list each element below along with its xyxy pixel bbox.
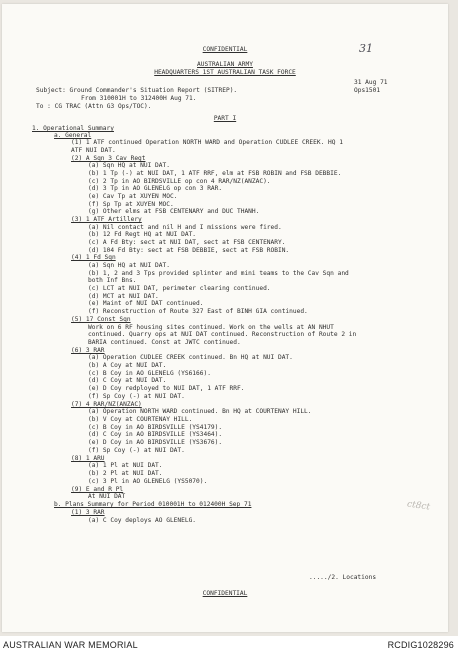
report-line: (5) 17 Const Sqn [71, 316, 131, 323]
archive-id: RCDIG1028296 [387, 640, 454, 650]
report-line: (4) 1 Fd Sqn [71, 254, 116, 261]
report-line: (b) V Coy at COURTENAY HILL. [88, 416, 193, 423]
report-line: (b) 2 Pl at NUI DAT. [88, 470, 163, 477]
subject-period: From 310001H to 312400H Aug 71. [81, 95, 197, 102]
document-reference: Ops1501 [354, 87, 381, 94]
document-date: 31 Aug 71 [354, 79, 388, 86]
report-line: (c) B Coy in AO BIRDSVILLE (YS4179). [88, 424, 223, 431]
report-line: both Inf Bns. [88, 277, 137, 284]
addressee-line: To : CG TRAC (Attn G3 Ops/TOC). [36, 103, 152, 110]
report-line: (g) Other elms at FSB CENTENARY and DUC THANH. [88, 208, 260, 215]
report-line: (b) 12 Fd Regt HQ at NUI DAT. [88, 231, 197, 238]
report-line: (c) LCT at NUI DAT, perimeter clearing continued. [88, 285, 271, 292]
report-line: (f) Sp Coy (-) at NUI DAT. [88, 393, 185, 400]
report-line: (d) 104 Fd Bty: sect at FSB DEBBIE, sect at FSB ROBIN. [88, 247, 290, 254]
report-line: (f) Sp Tp at XUYEN MOC. [88, 201, 174, 208]
classification-bottom: CONFIDENTIAL [202, 590, 248, 597]
report-line: (d) MCT at NUI DAT. [88, 293, 159, 300]
archive-footer [0, 636, 458, 654]
report-line: (d) C Coy in AO BIRDSVILLE (YS3464). [88, 431, 223, 438]
subject-line: Subject: Ground Commander's Situation Report (SITREP). [36, 87, 238, 94]
report-line: 1. Operational Summary [32, 125, 114, 132]
report-line: (a) Sqn HQ at NUI DAT. [88, 162, 170, 169]
report-line: (d) 3 Tp in AO GLENELG op con 3 RAR. [88, 185, 223, 192]
page-number: 31 [359, 42, 373, 55]
handwritten-mark: ct8ct [406, 499, 431, 513]
report-line: ATF NUI DAT. [71, 147, 116, 154]
report-line: continued. Quarry ops at NUI DAT continued. Reconstruction of Route 2 in [88, 331, 357, 338]
report-line: (b) 1 Tp (-) at NUI DAT, 1 ATF RRF, elm at FSB ROBIN and FSB DEBBIE. [88, 170, 342, 177]
report-line: (c) 3 Pl in AO GLENELG (YS5070). [88, 478, 208, 485]
report-line: (b) 1, 2 and 3 Tps provided splinter and mini teams to the Cav Sqn and [88, 270, 349, 277]
report-line: (c) A Fd Bty: sect at NUI DAT, sect at FSB CENTENARY. [88, 239, 286, 246]
report-line: (a) Nil contact and nil H and I missions were fired. [88, 224, 282, 231]
report-line: (1) 3 RAR [71, 509, 105, 516]
report-line: (e) D Coy redployed to NUI DAT, 1 ATF RRF. [88, 385, 245, 392]
report-line: (b) A Coy at NUI DAT. [88, 362, 167, 369]
report-line: (8) 1 ARU [71, 455, 105, 462]
report-line: (d) C Coy at NUI DAT. [88, 377, 167, 384]
archive-name: AUSTRALIAN WAR MEMORIAL [3, 640, 138, 650]
report-line: (a) Operation CUDLEE CREEK continued. Bn HQ at NUI DAT. [88, 354, 293, 361]
unit-line-2: HEADQUARTERS 1ST AUSTRALIAN TASK FORCE [154, 69, 296, 76]
document-sheet [2, 4, 448, 632]
report-line: BARIA continued. Const at JWTC continued. [88, 339, 241, 346]
report-line: (a) Operation NORTH WARD continued. Bn HQ at COURTENAY HILL. [88, 408, 312, 415]
report-line: (c) B Coy in AO GLENELG (YS6166). [88, 370, 211, 377]
part-heading: PART I [213, 115, 237, 122]
report-line: b. Plans Summary for Period 010001H to 012400H Sep 71 [54, 501, 252, 508]
report-line: (f) Sp Coy (-) at NUI DAT. [88, 447, 185, 454]
report-line: (9) E and R Pl [71, 486, 124, 493]
report-line: (e) Maint of NUI DAT continued. [88, 300, 204, 307]
report-line: (7) 4 RAR/NZ(ANZAC) [71, 401, 142, 408]
report-line: (6) 3 RAR [71, 347, 105, 354]
report-line: (f) Reconstruction of Route 327 East of BINH GIA continued. [88, 308, 308, 315]
report-line: (c) 2 Tp in AO BIRDSVILLE op con 4 RAR/NZ(ANZAC). [88, 178, 271, 185]
continuation-note: ...../2. Locations [309, 574, 377, 581]
classification-top: CONFIDENTIAL [202, 46, 248, 53]
report-line: (a) 1 Pl at NUI DAT. [88, 462, 163, 469]
unit-line-1: AUSTRALIAN ARMY [197, 61, 253, 68]
report-line: (a) C Coy deploys AO GLENELG. [88, 517, 197, 524]
report-line: (1) 1 ATF continued Operation NORTH WARD and Operation CUDLEE CREEK. HQ 1 [71, 139, 343, 146]
report-line: a. General [54, 132, 92, 139]
report-line: (e) D Coy in AO BIRDSVILLE (YS3676). [88, 439, 223, 446]
report-line: (a) Sqn HQ at NUI DAT. [88, 262, 170, 269]
report-line: At NUI DAT [88, 493, 126, 500]
report-line: Work on 6 RF housing sites continued. Work on the wells at AN NHUT [88, 324, 334, 331]
report-line: (e) Cav Tp at XUYEN MOC. [88, 193, 178, 200]
report-line: (2) A Sqn 3 Cav Regt [71, 155, 146, 162]
report-line: (3) 1 ATF Artillery [71, 216, 142, 223]
